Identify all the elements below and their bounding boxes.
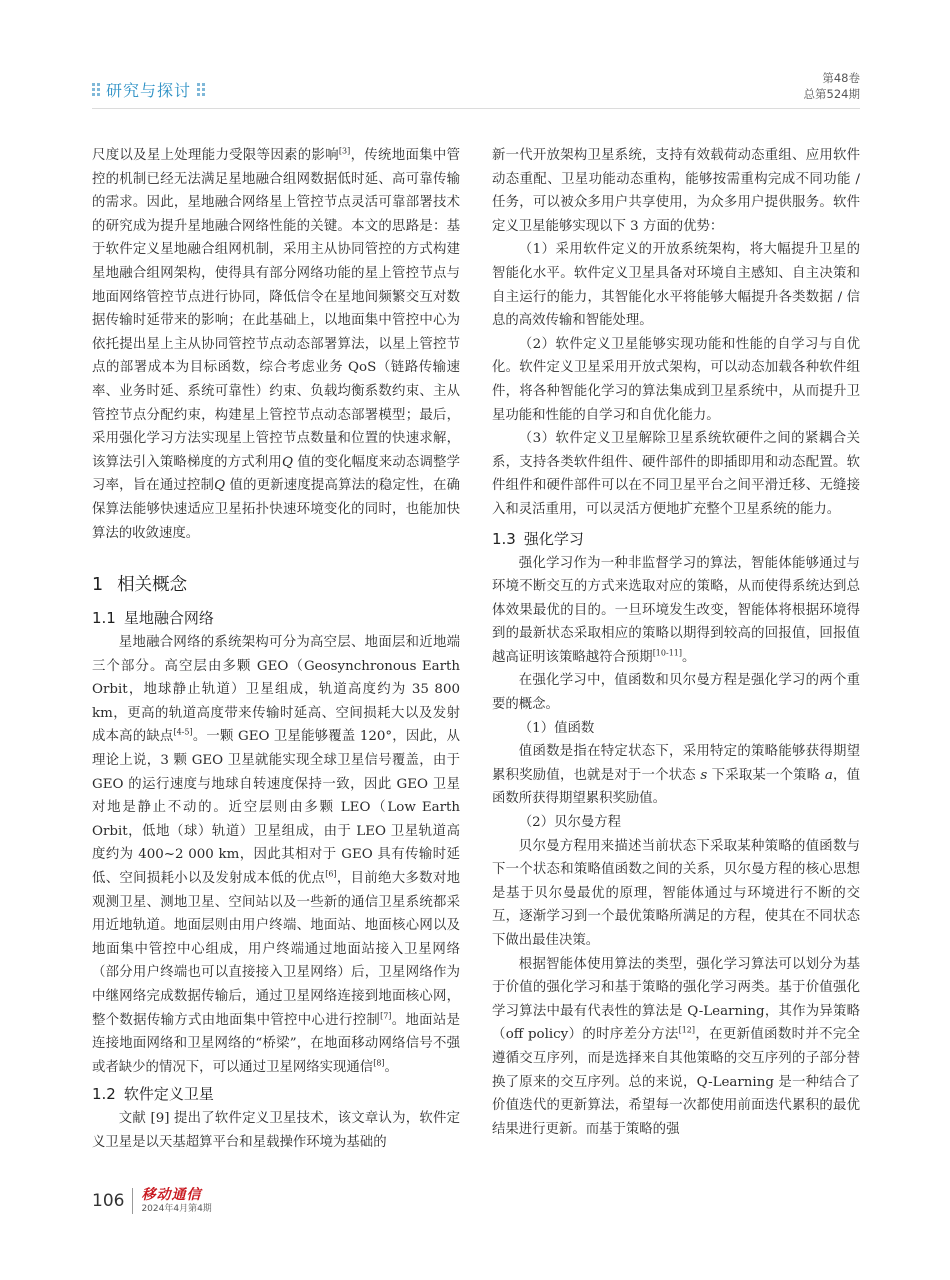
paragraph: 文献 [9] 提出了软件定义卫星技术，该文章认为，软件定义卫星是以天基超算平台和星载操作环境为基础的	[92, 1111, 460, 1150]
magazine-info	[141, 1188, 211, 1215]
paragraph: 在强化学习中，值函数和贝尔曼方程是强化学习的两个重要的概念。	[492, 673, 860, 713]
volume-info	[804, 70, 860, 102]
paragraph: （1）采用软件定义的开放系统架构，将大幅提升卫星的智能化水平。软件定义卫星具备对环境自主感知、自主决策和自主运行的能力，其智能化水平将能够大幅提升各类数据 / 信息的高效传输和智能处理。	[492, 242, 860, 329]
subsection-heading: 1.2 软件定义卫星	[92, 1085, 214, 1104]
dots-icon	[197, 83, 205, 96]
page-footer	[92, 1186, 212, 1216]
paragraph: （2）软件定义卫星能够实现功能和性能的自学习与自优化。软件定义卫星采用开放式架构，可以动态加载各种软件组件，将各种智能化学习的算法集成到卫星系统中，从而提升卫星功能和性能的自学习和自优化能力。	[492, 336, 860, 423]
page-number: 106	[92, 1191, 125, 1211]
paragraph: 星地融合网络的系统架构可分为高空层、地面层和近地端三个部分。高空层由多颗 GEO（Geosynchronous Earth Orbit，地球静止轨道）卫星组成，轨道高度约为 35 800 km，更高的轨道高度带来传输时延高、空间损耗大以及发射成本高的缺点[4-5]。一颗 GEO 卫星能够覆盖 120°，因此，从理论上说，3 颗 GEO 卫星就能实现全球卫星信号覆盖，由于 GEO 的运行速度与地球自转速度保持一致，因此 GEO 卫星对地是静止不动的。近空层则由多颗 LEO（Low Earth Orbit，低地（球）轨道）卫星组成，由于 LEO 卫星轨道高度约为 400~2 000 km，因此其相对于 GEO 具有传输时延低、空间损耗小以及发射成本低的优点[6]，目前绝大多数对地观测卫星、测地卫星、空间站以及一些新的通信卫星系统都采用近地轨道。地面层则由用户终端、地面站、地面核心网以及地面集中管控中心组成，用户终端通过地面站接入卫星网络（部分用户终端也可以直接接入卫星网络）后，卫星网络作为中继网络完成数据传输后，通过卫星网络连接到地面核心网，整个数据传输方式由地面集中管控中心进行控制[7]。地面站是连接地面网络和卫星网络的“桥梁”，在地面移动网络信号不强或者缺少的情况下，可以通过卫星网络实现通信[8]。	[92, 635, 461, 1075]
left-column	[92, 144, 460, 1155]
paragraph: 值函数是指在特定状态下，采用特定的策略能够获得期望累积奖励值，也就是对于一个状态 s 下采取某一个策略 a，值函数所获得期望累积奖励值。	[492, 744, 860, 807]
paragraph: 新一代开放架构卫星系统，支持有效载荷动态重组、应用软件动态重配、卫星功能动态重构，能够按需重构完成不同功能 / 任务，可以被众多用户共享使用，为众多用户提供服务。软件定义卫星能够实现以下 3 方面的优势：	[492, 148, 860, 234]
dots-icon	[92, 83, 100, 96]
section-title: 研究与探讨	[106, 81, 192, 100]
citation: [12]	[678, 1025, 695, 1035]
variable-q: Q	[214, 478, 226, 494]
footer-divider	[132, 1188, 133, 1214]
subsection-heading: 1.1 星地融合网络	[92, 609, 214, 628]
list-heading: （2）贝尔曼方程	[518, 815, 622, 831]
citation: [6]	[325, 869, 337, 879]
citation: [4-5]	[173, 728, 193, 737]
paragraph: 尺度以及星上处理能力受限等因素的影响[3]，传统地面集中管控的机制已经无法满足星地融合组网数据低时延、高可靠传输的需求。因此，星地融合网络星上管控节点灵活可靠部署技术的研究成为提升星地融合网络性能的关键。本文的思路是：基于软件定义星地融合组网机制，采用主从协同管控的方式构建星地融合组网架构，使得具有部分网络功能的星上管控节点与地面网络管控节点进行协同，降低信令在星地间频繁交互对数据传输时延带来的影响；在此基础上，以地面集中管控中心为依托提出星上主从协同管控节点动态部署算法，以星上管控节点的部署成本为目标函数，综合考虑业务 QoS（链路传输速率、业务时延、系统可靠性）约束、负载均衡系数约束、主从管控节点分配约束，构建星上管控节点动态部署模型；最后，采用强化学习方法实现星上管控节点数量和位置的快速求解，该算法引入策略梯度的方式利用Q 值的变化幅度来动态调整学习率，旨在通过控制Q 值的更新速度提高算法的稳定性，在确保算法能够快速适应卫星拓扑快速环境变化的同时，也能加快算法的收敛速度。	[92, 146, 461, 541]
list-heading: （1）值函数	[518, 720, 595, 736]
paragraph: 强化学习作为一种非监督学习的算法，智能体能够通过与环境不断交互的方式来选取对应的策略，从而使得系统达到总体效果最优的目的。一旦环境发生改变，智能体将根据环境得到的最新状态采取相应的策略以期得到较高的回报值，回报值越高证明该策略越符合预期[10-11]。	[492, 555, 860, 665]
page-header	[92, 68, 860, 108]
citation: [10-11]	[652, 648, 682, 658]
section-tag	[92, 78, 205, 101]
citation: [7]	[380, 1011, 392, 1021]
citation: [8]	[373, 1058, 385, 1068]
paragraph: 根据智能体使用算法的类型，强化学习算法可以划分为基于价值的强化学习和基于策略的强化学习两类。基于价值强化学习算法中最有代表性的算法是 Q-Learning，其作为异策略（off policy）的时序差分方法[12]，在更新值函数时并不完全遵循交互序列，而是选择来自其他策略的交互序列的子部分替换了原来的交互序列。总的来说，Q-Learning 是一种结合了价值迭代的更新算法，希望每一次都使用前面迭代累积的最优结果进行更新。而基于策略的强	[492, 956, 860, 1137]
right-column	[492, 144, 860, 1141]
paragraph: 贝尔曼方程用来描述当前状态下采取某种策略的值函数与下一个状态和策略值函数之间的关系，贝尔曼方程的核心思想是基于贝尔曼最优的原理，智能体通过与环境进行不断的交互，逐渐学习到一个最优策略所满足的方程，使其在不同状态下做出最佳决策。	[492, 838, 860, 948]
variable-q: Q	[281, 454, 293, 470]
paragraph: （3）软件定义卫星解除卫星系统软硬件之间的紧耦合关系，支持各类软件组件、硬件部件的即插即用和动态配置。软件组件和硬件部件可以在不同卫星平台之间平滑迁移、无缝接入和灵活重用，可以灵活方便地扩充整个卫星系统的能力。	[492, 431, 860, 517]
header-divider	[92, 108, 860, 109]
section-heading: 1 相关概念	[92, 575, 188, 596]
subsection-heading: 1.3 强化学习	[492, 529, 584, 548]
volume-number: 第48卷	[822, 71, 860, 85]
citation: [3]	[338, 146, 351, 156]
magazine-logo: 移动通信	[141, 1186, 202, 1203]
issue-total: 总第524期	[803, 87, 860, 101]
issue-date: 2024年4月第4期	[141, 1203, 212, 1214]
